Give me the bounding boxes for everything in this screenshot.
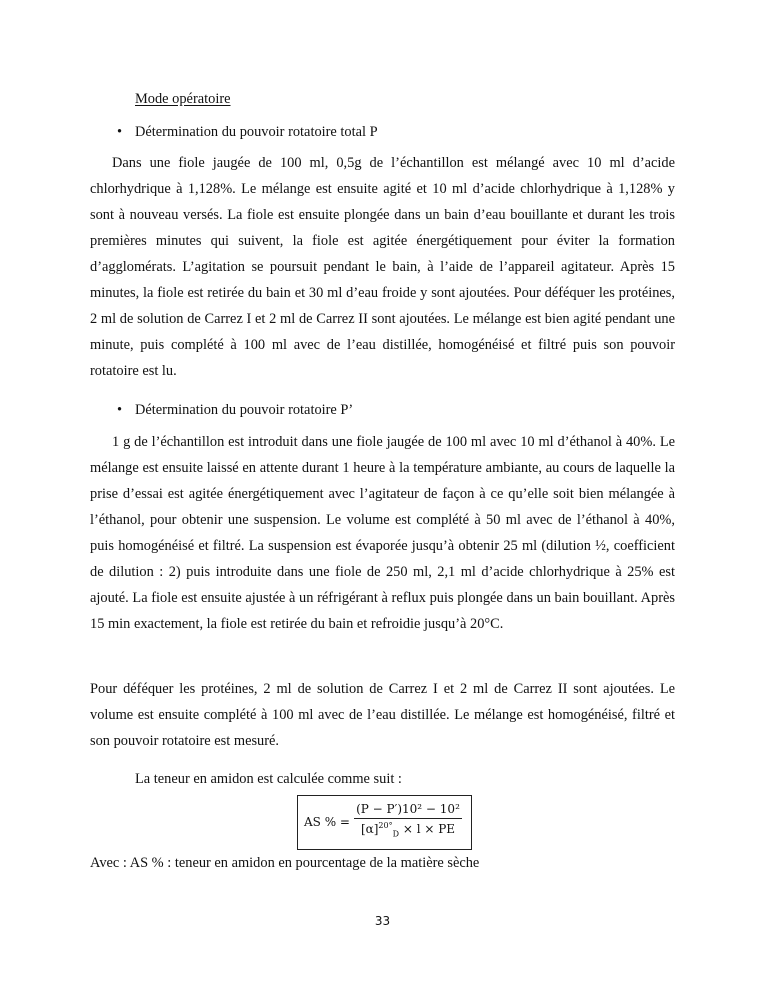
formula-intro: La teneur en amidon est calculée comme suit : bbox=[135, 771, 402, 787]
formula-numerator: (P − P′)10² − 10² bbox=[354, 802, 462, 819]
section-heading: Mode opératoire bbox=[135, 91, 231, 107]
page-number: 33 bbox=[374, 914, 391, 928]
bullet-icon: • bbox=[117, 124, 123, 140]
formula-fraction bbox=[354, 802, 462, 839]
paragraph-total-rotation: Dans une fiole jaugée de 100 ml, 0,5g de l’échantillon est mélangé avec 10 ml d’acide chlorhydrique à 1,128%. Le mélange est ensuite agité et 10 ml d’acide chlorhydrique à 1,128% y sont à nouveau versés. La fiole est ensuite plongée dans un bain d’eau bouillante et durant les trois premières minutes qui suivent, la fiole est agitée énergétiquement pour éviter la formation d’agglomérats. L’agitation se poursuit pendant le bain, à l’aide de l’appareil agitateur. Après 15 minutes, la fiole est retirée du bain et 30 ml d’eau froide y sont ajoutées. Pour déféquer les protéines, 2 ml de solution de Carrez I et 2 ml de Carrez II sont ajoutées. Le mélange est bien agité pendant une minute, puis complété à 100 ml avec de l’eau distillée, homogénéisé et filtré puis son pouvoir rotatoire est lu. bbox=[90, 155, 675, 379]
paragraph-protein-defecation: Pour déféquer les protéines, 2 ml de solution de Carrez I et 2 ml de Carrez II sont ajoutées. Le volume est ensuite complété à 100 ml avec de l’eau distillée. Le mélange est homogénéisé, filtré et son pouvoir rotatoire est mesuré. bbox=[90, 681, 675, 749]
formula-lhs: AS % = bbox=[304, 815, 350, 829]
bullet-item-total-rotation bbox=[117, 119, 378, 145]
formula-denominator: $[\alpha]^{20^\circ}_D \times l$ × PE bbox=[360, 821, 456, 839]
bullet-title: Détermination du pouvoir rotatoire total P bbox=[135, 124, 378, 140]
bullet-title: Détermination du pouvoir rotatoire P’ bbox=[135, 402, 354, 418]
bullet-icon: • bbox=[117, 402, 123, 418]
bullet-item-partial-rotation bbox=[117, 397, 353, 423]
paragraph-partial-rotation: 1 g de l’échantillon est introduit dans une fiole jaugée de 100 ml avec 10 ml d’éthanol à 40%. Le mélange est ensuite laissé en attente durant 1 heure à la température ambiante, au cours de laquelle la prise d’essai est agitée énergétiquement avec l’agitateur de façon à ce qu’elle soit bien mélangée à l’éthanol, pour obtenir une suspension. Le volume est complété à 50 ml avec de l’éthanol à 40%, puis homogénéisé et filtré. La suspension est évaporée jusqu’à obtenir 25 ml (dilution ½, coefficient de dilution : 2) puis introduite dans une fiole de 250 ml, 2,1 ml d’acide chlorhydrique à 25% est ajouté. La fiole est ensuite ajustée à un réfrigérant à reflux puis plongée dans un bain bouillant. Après 15 min exactement, la fiole est retirée du bain et refroidie jusqu’à 20°C. bbox=[90, 434, 675, 632]
definition-line: Avec : AS % : teneur en amidon en pourcentage de la matière sèche bbox=[90, 855, 480, 871]
formula-box bbox=[297, 795, 472, 850]
